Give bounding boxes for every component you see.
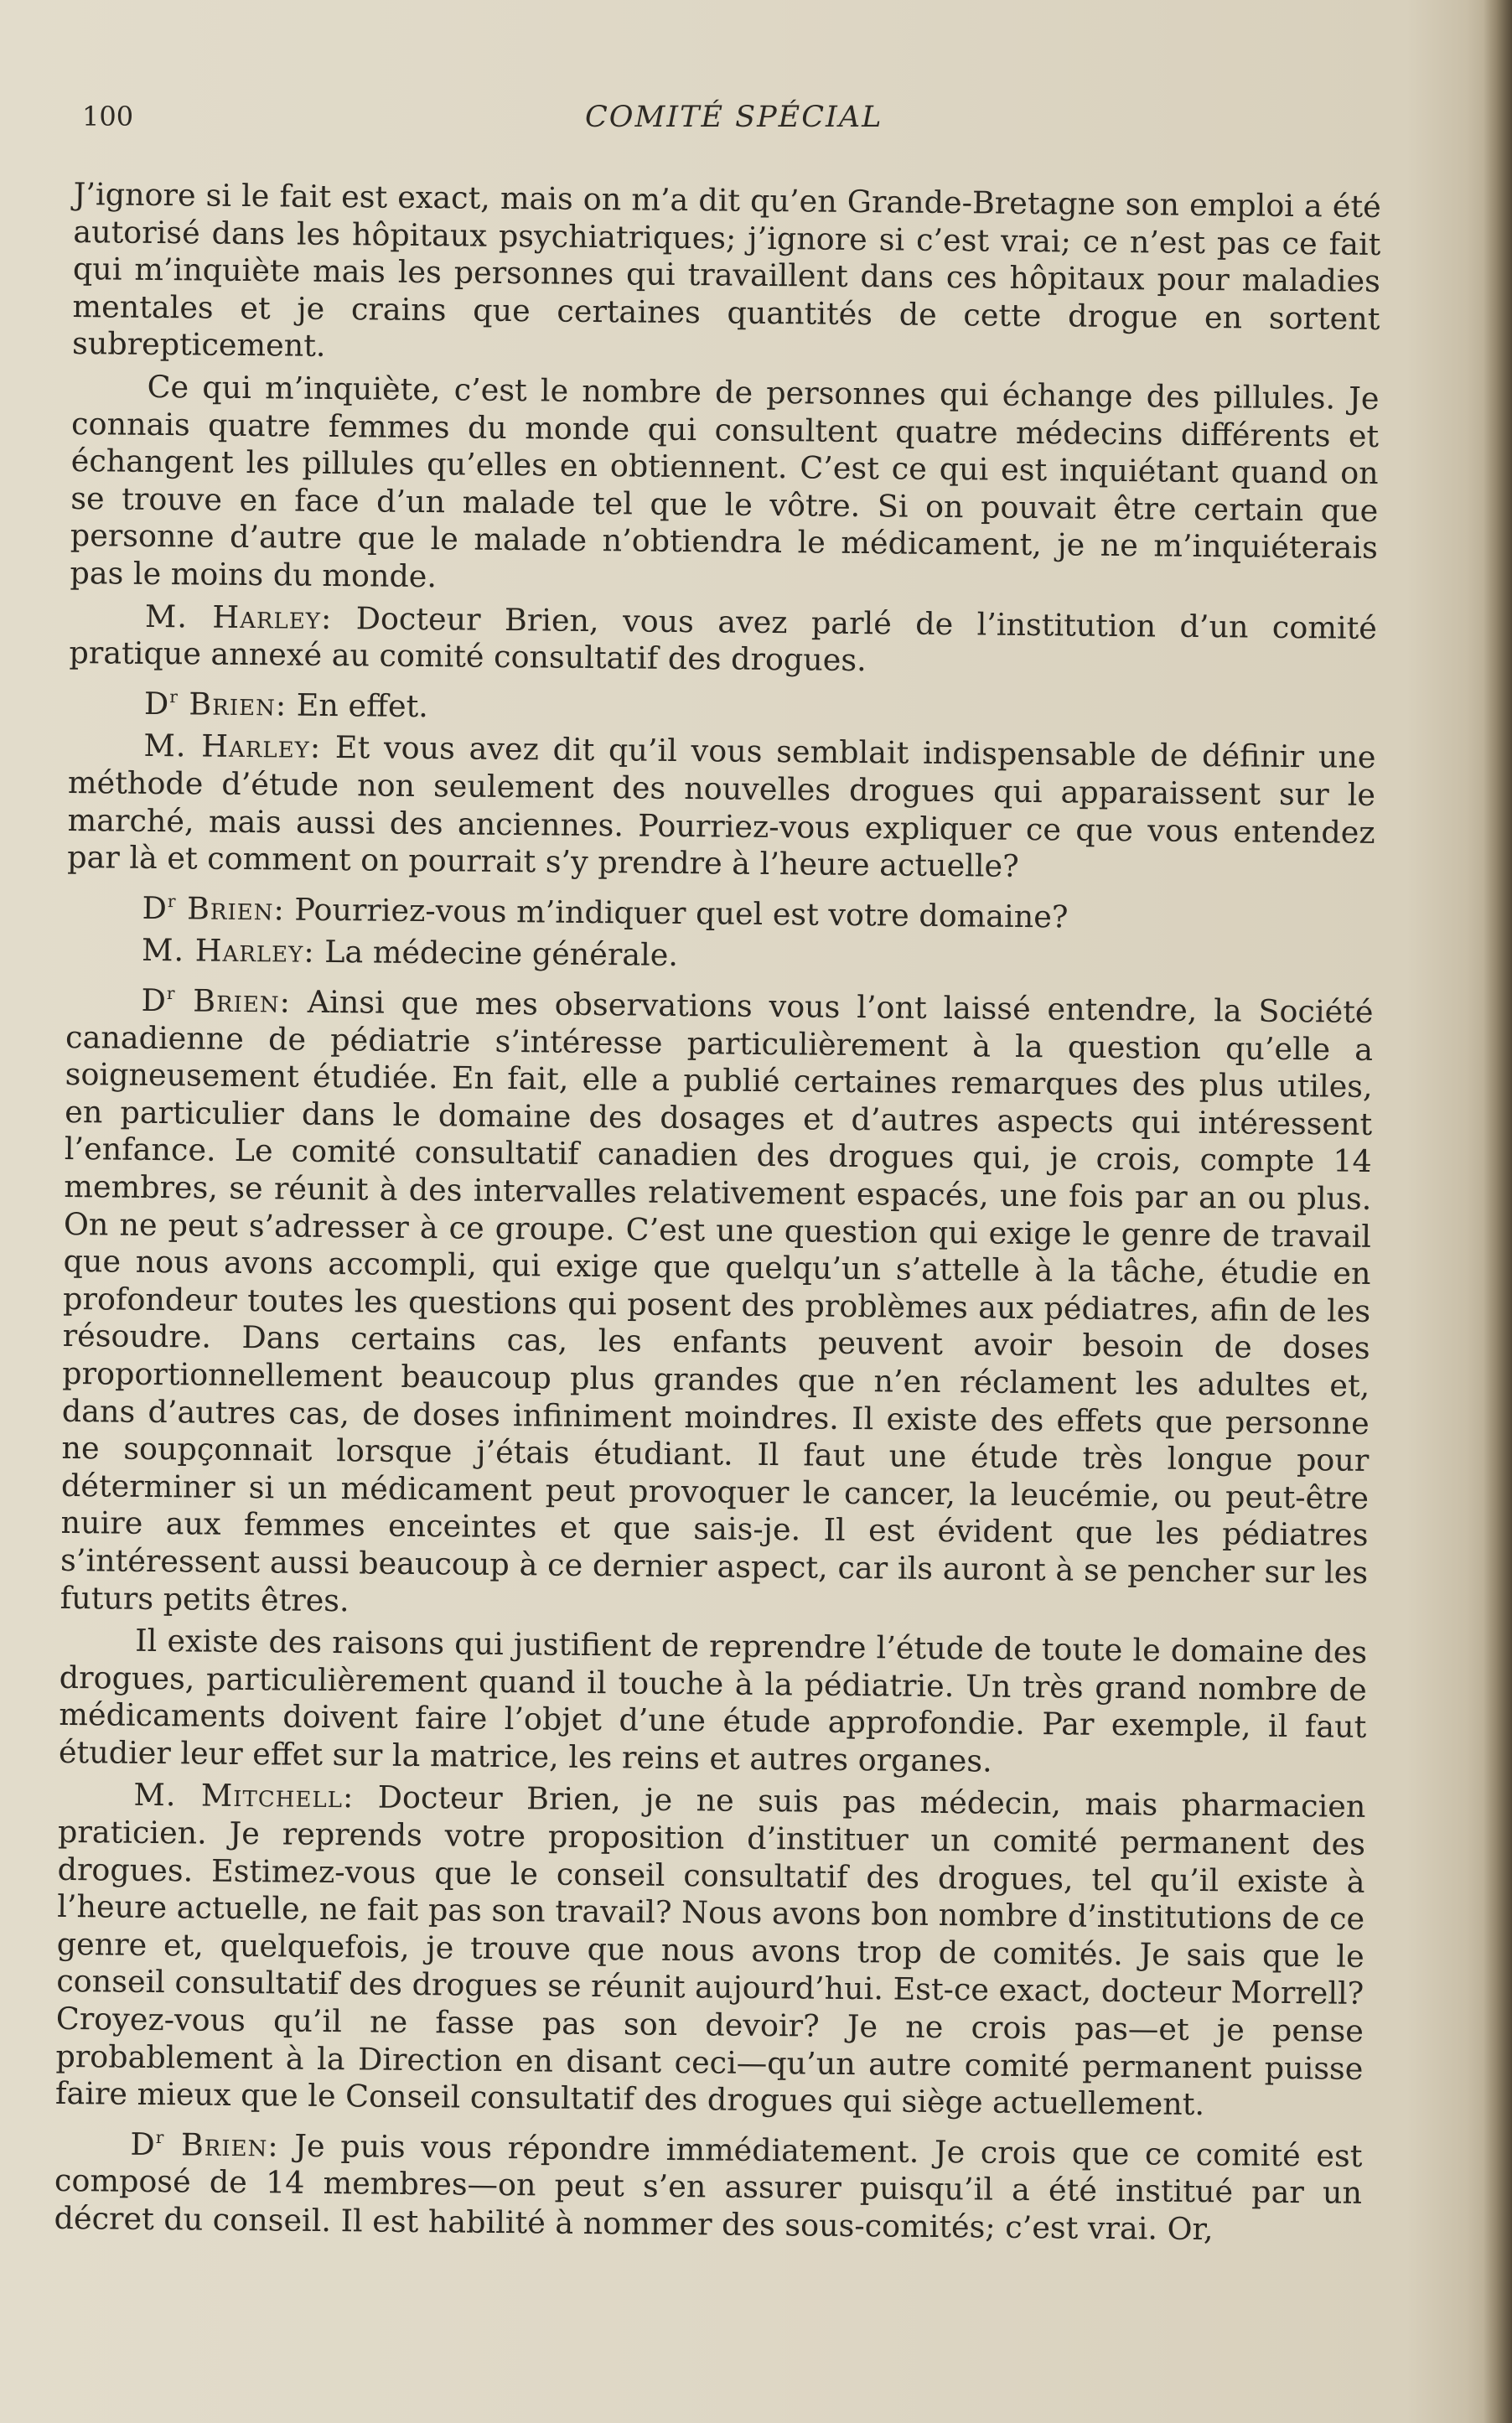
speaker-name: Brien bbox=[189, 686, 277, 723]
paragraph bbox=[67, 727, 1376, 888]
paragraph-text: En effet. bbox=[296, 686, 429, 724]
speaker-name: Brien bbox=[186, 890, 274, 928]
paragraph bbox=[69, 598, 1377, 685]
paragraph bbox=[55, 1776, 1366, 2125]
speaker-name: Harley bbox=[194, 932, 304, 971]
speaker-label: $D^r$ Brien: bbox=[130, 2125, 279, 2164]
paragraph-text: Et vous avez dit qu’il vous semblait indispensable de définir une méthode d’étude non seulement des nouvelles drogues qui apparaissent sur le marché, mais aussi des anciennes. Pourriez-vous expliquer ce que vous entendez par là et comment on pourrait s’y prendre à l’heure actuelle? bbox=[66, 729, 1376, 885]
speaker-label: M. Harley: bbox=[143, 727, 322, 766]
paragraph bbox=[66, 882, 1374, 940]
paragraph-text: Docteur Brien, vous avez parlé de l’institution d’un comité pratique annexé au comité consultatif des drogues. bbox=[69, 599, 1378, 679]
paragraph-text: La médecine générale. bbox=[324, 934, 679, 974]
paragraph-text: J’ignore si le fait est exact, mais on m’a dit qu’en Grande-Bretagne son emploi a été autorisé dans les hôpitaux psychiatriques; j’ignore si c’est vrai; ce n’est pas ce fait qui m’inquiète mais les personnes qui travaillent dans ces hôpitaux pour maladies mentales et je crains que certaines quantités de cette drogue en sortent subrepticement. bbox=[71, 176, 1381, 365]
paragraph bbox=[54, 2118, 1362, 2250]
page-header bbox=[82, 94, 1390, 144]
speaker-name: Brien bbox=[180, 2126, 268, 2164]
speaker-title-display: $D^r$ bbox=[142, 889, 177, 926]
speaker-label: $D^r$ Brien: bbox=[141, 981, 292, 1020]
speaker-title: M. bbox=[133, 1777, 177, 1814]
paragraph bbox=[70, 368, 1379, 605]
page-edge-shadow bbox=[1484, 0, 1512, 2423]
speaker-name: Mitchell bbox=[200, 1778, 344, 1815]
paragraph-text: Ainsi que mes observations vous l’ont laissé entendre, la Société canadienne de pédiatrie s’intéresse particulièrement à la question qu’elle a soigneusement étudiée. En fait, elle a publié certaines remarques des plus utiles, en particulier dans le domaine des dosages et d’autres aspects qui intéressent l’enfance. Le comité consultatif canadien des drogues qui, je crois, compte 14 membres, se réunit à des intervalles relativement espacés, une fois par an ou plus. On ne peut s’adresser à ce groupe. C’est une question qui exige le genre de travail que nous avons accompli, qui exige que quelqu’un s’attelle à la tâche, étudie en profondeur toutes les questions qui posent des problèmes aux pédiatres, afin de les résoudre. Dans certains cas, les enfants peuvent avoir besoin de doses proportionnellement beaucoup plus grandes que n’en réclament les adultes et, dans d’autres cas, de doses infiniment moindres. Il existe des effets que personne ne soupçonnait lorsque j’étais étudiant. Il faut une étude très longue pour déterminer si un médicament peut provoquer le cancer, la leucémie, ou peut-être nuire aux femmes enceintes et que sais-je. Il est évident que les pédiatres s’intéressent aussi beaucoup à ce dernier aspect, car ils auront à se pencher sur les futurs petits êtres. bbox=[60, 983, 1374, 1618]
speaker-name: Harley bbox=[212, 598, 322, 636]
paragraph bbox=[72, 176, 1381, 375]
speaker-label: $D^r$ Brien: bbox=[142, 889, 286, 928]
paragraph-text: Il existe des raisons qui justifient de reprendre l’étude de toute le domaine des drogues, particulièrement quand il touche à la pédiatrie. Un très grand nombre de médicaments doivent faire l’objet d’une étude approfondie. Par exemple, il faut étudier leur effet sur la matrice, les reins et autres organes. bbox=[58, 1622, 1368, 1779]
speaker-label: $D^r$ Brien: bbox=[143, 685, 287, 723]
paragraph-text: Ce qui m’inquiète, c’est le nombre de personnes qui échange des pillules. Je connais quatre femmes du monde qui consultent quatre médecins différents et échangent les pillules qu’elles en obtiennent. C’est ce qui est inquiétant quand on se trouve en face d’un malade tel que le vôtre. Si on pouvait être certain que personne d’autre que le malade n’obtiendra le médicament, je ne m’inquiéterais pas le moins du monde. bbox=[70, 368, 1380, 595]
paragraph bbox=[59, 1622, 1368, 1784]
body-text bbox=[54, 176, 1381, 2255]
speaker-name: Brien bbox=[193, 982, 280, 1020]
paragraph-text: Docteur Brien, je ne suis pas médecin, mais pharmacien praticien. Je reprends votre proposition d’instituer un comité permanent des drogues. Estimez-vous que le conseil consultatif des drogues, tel qu’il existe à l’heure actuelle, ne fait pas son travail? Nous avons bon nombre d’institutions de ce genre et, quelquefois, je trouve que nous avons trop de comités. Je sais que le conseil consultatif des drogues se réunit aujourd’hui. Est-ce exact, docteur Morrell? Croyez-vous qu’il ne fasse pas son devoir? Je ne crois pas—et je pense probablement à la Direction en disant ceci—qu’un autre comité permanent puisse faire mieux que le Conseil consultatif des drogues qui siège actuellement. bbox=[54, 1779, 1366, 2123]
paragraph bbox=[66, 931, 1374, 981]
paragraph bbox=[60, 974, 1373, 1629]
speaker-title: M. bbox=[141, 932, 185, 969]
speaker-name: Harley bbox=[201, 727, 311, 766]
speaker-title: M. bbox=[143, 727, 187, 764]
speaker-label: M. Harley: bbox=[141, 932, 315, 971]
page-number: 100 bbox=[82, 101, 134, 132]
speaker-title-display: $D^r$ bbox=[141, 981, 176, 1019]
paragraph-text: Je puis vous répondre immédiatement. Je crois que ce comité est composé de 14 membres—on peut s’en assurer puisqu’il a été institué par un décret du conseil. Il est habilité à nommer des sous-comités; c’est vrai. Or, bbox=[54, 2127, 1363, 2248]
speaker-title-display: $D^r$ bbox=[130, 2125, 165, 2162]
paragraph-text: Pourriez-vous m’indiquer quel est votre domaine? bbox=[294, 891, 1069, 935]
speaker-label: M. Harley: bbox=[144, 598, 333, 636]
paragraph bbox=[69, 677, 1376, 735]
running-title: COMITÉ SPÉCIAL bbox=[585, 101, 883, 134]
speaker-title: M. bbox=[144, 598, 189, 634]
speaker-label: M. Mitchell: bbox=[133, 1777, 355, 1815]
speaker-title-display: $D^r$ bbox=[143, 685, 179, 722]
